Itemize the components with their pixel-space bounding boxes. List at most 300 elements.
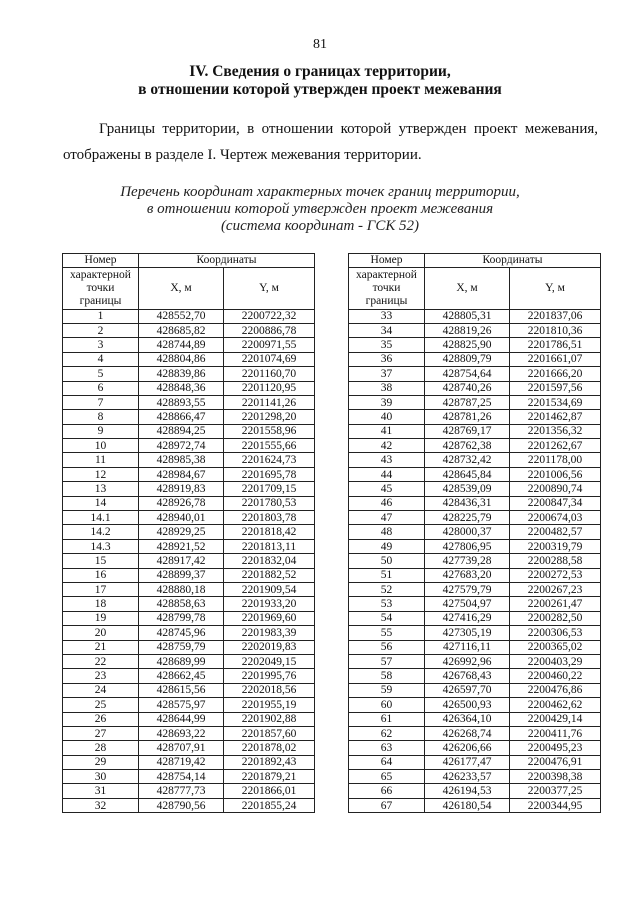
table-row (63, 539, 315, 553)
table-row (349, 424, 601, 438)
x-coordinate-cell: 428848,36 (139, 381, 224, 395)
header-y: Y, м (224, 268, 315, 309)
point-number-cell: 66 (349, 784, 425, 798)
point-number-cell: 25 (63, 698, 139, 712)
x-coordinate-cell: 427305,19 (425, 626, 510, 640)
x-coordinate-cell: 426597,70 (425, 683, 510, 697)
x-coordinate-cell: 428762,38 (425, 439, 510, 453)
y-coordinate-cell: 2201878,02 (224, 741, 315, 755)
y-coordinate-cell: 2201141,26 (224, 395, 315, 409)
y-coordinate-cell: 2201006,56 (510, 467, 601, 481)
point-number-cell: 55 (349, 626, 425, 640)
x-coordinate-cell: 428804,86 (139, 352, 224, 366)
x-coordinate-cell: 428575,97 (139, 698, 224, 712)
x-coordinate-cell: 428799,78 (139, 611, 224, 625)
y-coordinate-cell: 2200398,38 (510, 770, 601, 784)
section-title (0, 63, 640, 99)
y-coordinate-cell: 2202019,83 (224, 640, 315, 654)
point-number-cell: 41 (349, 424, 425, 438)
x-coordinate-cell: 426768,43 (425, 669, 510, 683)
x-coordinate-cell: 427504,97 (425, 597, 510, 611)
y-coordinate-cell: 2200282,50 (510, 611, 601, 625)
point-number-cell: 53 (349, 597, 425, 611)
x-coordinate-cell: 428926,78 (139, 496, 224, 510)
x-coordinate-cell: 428707,91 (139, 741, 224, 755)
table-row (349, 439, 601, 453)
table-row (349, 525, 601, 539)
table-row (349, 755, 601, 769)
x-coordinate-cell: 428781,26 (425, 410, 510, 424)
point-number-cell: 54 (349, 611, 425, 625)
y-coordinate-cell: 2201857,60 (224, 726, 315, 740)
y-coordinate-cell: 2200890,74 (510, 482, 601, 496)
x-coordinate-cell: 428985,38 (139, 453, 224, 467)
table-row (349, 395, 601, 409)
x-coordinate-cell: 426180,54 (425, 798, 510, 812)
x-coordinate-cell: 428662,45 (139, 669, 224, 683)
point-number-cell: 11 (63, 453, 139, 467)
y-coordinate-cell: 2201832,04 (224, 554, 315, 568)
x-coordinate-cell: 428921,52 (139, 539, 224, 553)
x-coordinate-cell: 426992,96 (425, 654, 510, 668)
point-number-cell: 48 (349, 525, 425, 539)
table-row (63, 323, 315, 337)
header-y: Y, м (510, 268, 601, 309)
point-number-cell: 30 (63, 770, 139, 784)
header-x: X, м (425, 268, 510, 309)
y-coordinate-cell: 2201780,53 (224, 496, 315, 510)
y-coordinate-cell: 2201555,66 (224, 439, 315, 453)
table-row (63, 741, 315, 755)
y-coordinate-cell: 2201298,20 (224, 410, 315, 424)
point-number-cell: 28 (63, 741, 139, 755)
y-coordinate-cell: 2201995,76 (224, 669, 315, 683)
x-coordinate-cell: 426268,74 (425, 726, 510, 740)
table-row (63, 798, 315, 812)
x-coordinate-cell: 428689,99 (139, 654, 224, 668)
table-row (349, 770, 601, 784)
y-coordinate-cell: 2202049,15 (224, 654, 315, 668)
x-coordinate-cell: 428000,37 (425, 525, 510, 539)
point-number-cell: 62 (349, 726, 425, 740)
x-coordinate-cell: 428740,26 (425, 381, 510, 395)
x-coordinate-cell: 428644,99 (139, 712, 224, 726)
point-number-cell: 8 (63, 410, 139, 424)
x-coordinate-cell: 428839,86 (139, 367, 224, 381)
x-coordinate-cell: 428809,79 (425, 352, 510, 366)
table-row (63, 395, 315, 409)
y-coordinate-cell: 2201803,78 (224, 511, 315, 525)
y-coordinate-cell: 2201909,54 (224, 582, 315, 596)
x-coordinate-cell: 428787,25 (425, 395, 510, 409)
page-number: 81 (313, 37, 327, 52)
x-coordinate-cell: 427579,79 (425, 582, 510, 596)
x-coordinate-cell: 427739,28 (425, 554, 510, 568)
x-coordinate-cell: 426233,57 (425, 770, 510, 784)
x-coordinate-cell: 428929,25 (139, 525, 224, 539)
point-number-cell: 38 (349, 381, 425, 395)
table-row (349, 568, 601, 582)
header-x: X, м (139, 268, 224, 309)
x-coordinate-cell: 428899,37 (139, 568, 224, 582)
point-number-cell: 56 (349, 640, 425, 654)
point-number-cell: 29 (63, 755, 139, 769)
x-coordinate-cell: 428858,63 (139, 597, 224, 611)
point-number-cell: 34 (349, 323, 425, 337)
point-number-cell: 2 (63, 323, 139, 337)
y-coordinate-cell: 2201969,60 (224, 611, 315, 625)
table-row (349, 597, 601, 611)
x-coordinate-cell: 427416,29 (425, 611, 510, 625)
point-number-cell: 14 (63, 496, 139, 510)
x-coordinate-cell: 428866,47 (139, 410, 224, 424)
table-row (349, 381, 601, 395)
table-row (349, 539, 601, 553)
point-number-cell: 32 (63, 798, 139, 812)
y-coordinate-cell: 2200306,53 (510, 626, 601, 640)
y-coordinate-cell: 2201074,69 (224, 352, 315, 366)
table-row (63, 511, 315, 525)
point-number-cell: 7 (63, 395, 139, 409)
point-number-cell: 40 (349, 410, 425, 424)
x-coordinate-cell: 428759,79 (139, 640, 224, 654)
coordinates-table-right (348, 253, 601, 813)
point-number-cell: 17 (63, 582, 139, 596)
y-coordinate-cell: 2200403,29 (510, 654, 601, 668)
y-coordinate-cell: 2201160,70 (224, 367, 315, 381)
y-coordinate-cell: 2200411,76 (510, 726, 601, 740)
table-row (349, 698, 601, 712)
x-coordinate-cell: 428436,31 (425, 496, 510, 510)
y-coordinate-cell: 2201837,06 (510, 309, 601, 323)
point-number-cell: 47 (349, 511, 425, 525)
table-row (349, 367, 601, 381)
table-row (63, 784, 315, 798)
table-row (63, 669, 315, 683)
y-coordinate-cell: 2201695,78 (224, 467, 315, 481)
table-row (349, 712, 601, 726)
point-number-cell: 59 (349, 683, 425, 697)
point-number-cell: 15 (63, 554, 139, 568)
point-number-cell: 57 (349, 654, 425, 668)
x-coordinate-cell: 428894,25 (139, 424, 224, 438)
header-point-number: Номер (63, 254, 139, 268)
header-coordinates: Координаты (139, 254, 315, 268)
x-coordinate-cell: 426194,53 (425, 784, 510, 798)
point-number-cell: 39 (349, 395, 425, 409)
x-coordinate-cell: 428615,56 (139, 683, 224, 697)
y-coordinate-cell: 2201879,21 (224, 770, 315, 784)
point-number-cell: 51 (349, 568, 425, 582)
point-number-cell: 50 (349, 554, 425, 568)
y-coordinate-cell: 2202018,56 (224, 683, 315, 697)
y-coordinate-cell: 2201866,01 (224, 784, 315, 798)
y-coordinate-cell: 2200272,53 (510, 568, 601, 582)
header-point-number-cont: границы (349, 295, 425, 309)
x-coordinate-cell: 428539,09 (425, 482, 510, 496)
point-number-cell: 36 (349, 352, 425, 366)
y-coordinate-cell: 2200674,03 (510, 511, 601, 525)
point-number-cell: 1 (63, 309, 139, 323)
y-coordinate-cell: 2201786,51 (510, 338, 601, 352)
y-coordinate-cell: 2201597,56 (510, 381, 601, 395)
table-row (349, 352, 601, 366)
table-row (63, 482, 315, 496)
x-coordinate-cell: 426364,10 (425, 712, 510, 726)
table-row (349, 482, 601, 496)
y-coordinate-cell: 2200482,57 (510, 525, 601, 539)
y-coordinate-cell: 2200886,78 (224, 323, 315, 337)
header-point-number-cont: характерной (63, 268, 139, 282)
point-number-cell: 9 (63, 424, 139, 438)
point-number-cell: 3 (63, 338, 139, 352)
x-coordinate-cell: 428225,79 (425, 511, 510, 525)
point-number-cell: 18 (63, 597, 139, 611)
y-coordinate-cell: 2200261,47 (510, 597, 601, 611)
x-coordinate-cell: 428754,14 (139, 770, 224, 784)
table-row (349, 611, 601, 625)
point-number-cell: 14.1 (63, 511, 139, 525)
point-number-cell: 33 (349, 309, 425, 323)
y-coordinate-cell: 2201356,32 (510, 424, 601, 438)
table-row (63, 755, 315, 769)
table-row (63, 496, 315, 510)
table-row (349, 726, 601, 740)
table-row (63, 424, 315, 438)
y-coordinate-cell: 2200429,14 (510, 712, 601, 726)
table-row (349, 511, 601, 525)
table-row (63, 338, 315, 352)
y-coordinate-cell: 2200476,86 (510, 683, 601, 697)
x-coordinate-cell: 428819,26 (425, 323, 510, 337)
header-point-number-cont: характерной (349, 268, 425, 282)
table-row (349, 338, 601, 352)
point-number-cell: 20 (63, 626, 139, 640)
x-coordinate-cell: 427116,11 (425, 640, 510, 654)
y-coordinate-cell: 2200476,91 (510, 755, 601, 769)
x-coordinate-cell: 428919,83 (139, 482, 224, 496)
table-row (63, 367, 315, 381)
y-coordinate-cell: 2201709,15 (224, 482, 315, 496)
y-coordinate-cell: 2201983,39 (224, 626, 315, 640)
y-coordinate-cell: 2200847,34 (510, 496, 601, 510)
y-coordinate-cell: 2200319,79 (510, 539, 601, 553)
point-number-cell: 60 (349, 698, 425, 712)
table-row (63, 582, 315, 596)
point-number-cell: 5 (63, 367, 139, 381)
point-number-cell: 13 (63, 482, 139, 496)
table-row (349, 626, 601, 640)
table-row (63, 726, 315, 740)
table-row (63, 698, 315, 712)
y-coordinate-cell: 2200377,25 (510, 784, 601, 798)
x-coordinate-cell: 428790,56 (139, 798, 224, 812)
table-body-right (349, 309, 601, 813)
table-row (349, 798, 601, 812)
x-coordinate-cell: 428719,42 (139, 755, 224, 769)
y-coordinate-cell: 2201262,67 (510, 439, 601, 453)
point-number-cell: 10 (63, 439, 139, 453)
table-row (63, 683, 315, 697)
y-coordinate-cell: 2201624,73 (224, 453, 315, 467)
list-title-line-1: Перечень координат характерных точек границ территории, (120, 184, 520, 200)
table-row (63, 597, 315, 611)
y-coordinate-cell: 2201892,43 (224, 755, 315, 769)
table-row (349, 654, 601, 668)
table-row (349, 309, 601, 323)
table-row (63, 352, 315, 366)
table-row (63, 626, 315, 640)
point-number-cell: 23 (63, 669, 139, 683)
paragraph-line-2: отображены в разделе I. Чертеж межевания территории. (63, 147, 422, 163)
x-coordinate-cell: 428693,22 (139, 726, 224, 740)
point-number-cell: 37 (349, 367, 425, 381)
x-coordinate-cell: 428805,31 (425, 309, 510, 323)
y-coordinate-cell: 2200288,58 (510, 554, 601, 568)
y-coordinate-cell: 2201955,19 (224, 698, 315, 712)
x-coordinate-cell: 428732,42 (425, 453, 510, 467)
body-paragraph (63, 116, 598, 168)
point-number-cell: 49 (349, 539, 425, 553)
y-coordinate-cell: 2201818,42 (224, 525, 315, 539)
paragraph-line-1: Границы территории, в отношении которой утвержден проект межевания, (99, 121, 598, 137)
point-number-cell: 14.2 (63, 525, 139, 539)
x-coordinate-cell: 428745,96 (139, 626, 224, 640)
x-coordinate-cell: 428744,89 (139, 338, 224, 352)
table-row (63, 467, 315, 481)
x-coordinate-cell: 428754,64 (425, 367, 510, 381)
table-row (349, 784, 601, 798)
point-number-cell: 19 (63, 611, 139, 625)
table-row (63, 568, 315, 582)
point-number-cell: 6 (63, 381, 139, 395)
point-number-cell: 45 (349, 482, 425, 496)
coordinates-list-title (0, 184, 640, 235)
x-coordinate-cell: 427683,20 (425, 568, 510, 582)
point-number-cell: 21 (63, 640, 139, 654)
point-number-cell: 35 (349, 338, 425, 352)
header-point-number-cont: границы (63, 295, 139, 309)
table-row (349, 496, 601, 510)
y-coordinate-cell: 2201462,87 (510, 410, 601, 424)
y-coordinate-cell: 2200267,23 (510, 582, 601, 596)
y-coordinate-cell: 2201178,00 (510, 453, 601, 467)
section-title-line-1: IV. Сведения о границах территории, (189, 63, 451, 80)
table-row (349, 741, 601, 755)
point-number-cell: 16 (63, 568, 139, 582)
point-number-cell: 27 (63, 726, 139, 740)
x-coordinate-cell: 426177,47 (425, 755, 510, 769)
list-title-line-3: (система координат - ГСК 52) (220, 218, 420, 234)
point-number-cell: 58 (349, 669, 425, 683)
y-coordinate-cell: 2201666,20 (510, 367, 601, 381)
header-point-number-cont: точки (349, 282, 425, 295)
table-row (349, 669, 601, 683)
table-row (63, 309, 315, 323)
y-coordinate-cell: 2201855,24 (224, 798, 315, 812)
point-number-cell: 52 (349, 582, 425, 596)
y-coordinate-cell: 2201120,95 (224, 381, 315, 395)
x-coordinate-cell: 428940,01 (139, 511, 224, 525)
y-coordinate-cell: 2200495,23 (510, 741, 601, 755)
table-row (63, 554, 315, 568)
table-row (349, 323, 601, 337)
point-number-cell: 67 (349, 798, 425, 812)
table-row (63, 654, 315, 668)
y-coordinate-cell: 2201558,96 (224, 424, 315, 438)
point-number-cell: 12 (63, 467, 139, 481)
table-row (349, 467, 601, 481)
point-number-cell: 31 (63, 784, 139, 798)
x-coordinate-cell: 428825,90 (425, 338, 510, 352)
table-row (349, 554, 601, 568)
list-title-line-2: в отношении которой утвержден проект межевания (146, 201, 494, 217)
x-coordinate-cell: 428984,67 (139, 467, 224, 481)
header-point-number-cont: точки (63, 282, 139, 295)
point-number-cell: 43 (349, 453, 425, 467)
y-coordinate-cell: 2200460,22 (510, 669, 601, 683)
table-row (63, 381, 315, 395)
table-row (63, 611, 315, 625)
y-coordinate-cell: 2201534,69 (510, 395, 601, 409)
coordinates-table-left (62, 253, 315, 813)
point-number-cell: 64 (349, 755, 425, 769)
point-number-cell: 24 (63, 683, 139, 697)
y-coordinate-cell: 2200722,32 (224, 309, 315, 323)
x-coordinate-cell: 428769,17 (425, 424, 510, 438)
y-coordinate-cell: 2201813,11 (224, 539, 315, 553)
table-row (63, 453, 315, 467)
point-number-cell: 61 (349, 712, 425, 726)
header-coordinates: Координаты (425, 254, 601, 268)
point-number-cell: 42 (349, 439, 425, 453)
point-number-cell: 22 (63, 654, 139, 668)
x-coordinate-cell: 426500,93 (425, 698, 510, 712)
point-number-cell: 63 (349, 741, 425, 755)
x-coordinate-cell: 426206,66 (425, 741, 510, 755)
y-coordinate-cell: 2201810,36 (510, 323, 601, 337)
y-coordinate-cell: 2201882,52 (224, 568, 315, 582)
y-coordinate-cell: 2201933,20 (224, 597, 315, 611)
table-row (63, 640, 315, 654)
header-point-number: Номер (349, 254, 425, 268)
x-coordinate-cell: 428880,18 (139, 582, 224, 596)
table-row (63, 770, 315, 784)
table-row (63, 525, 315, 539)
table-row (63, 410, 315, 424)
table-row (63, 712, 315, 726)
table-row (349, 410, 601, 424)
x-coordinate-cell: 428917,42 (139, 554, 224, 568)
y-coordinate-cell: 2200365,02 (510, 640, 601, 654)
point-number-cell: 65 (349, 770, 425, 784)
y-coordinate-cell: 2201661,07 (510, 352, 601, 366)
section-title-line-2: в отношении которой утвержден проект межевания (138, 81, 502, 98)
point-number-cell: 44 (349, 467, 425, 481)
point-number-cell: 46 (349, 496, 425, 510)
x-coordinate-cell: 428972,74 (139, 439, 224, 453)
table-body-left (63, 309, 315, 813)
table-row (349, 640, 601, 654)
x-coordinate-cell: 428552,70 (139, 309, 224, 323)
table-row (349, 582, 601, 596)
table-row (349, 683, 601, 697)
y-coordinate-cell: 2201902,88 (224, 712, 315, 726)
y-coordinate-cell: 2200462,62 (510, 698, 601, 712)
y-coordinate-cell: 2200971,55 (224, 338, 315, 352)
x-coordinate-cell: 428893,55 (139, 395, 224, 409)
x-coordinate-cell: 427806,95 (425, 539, 510, 553)
